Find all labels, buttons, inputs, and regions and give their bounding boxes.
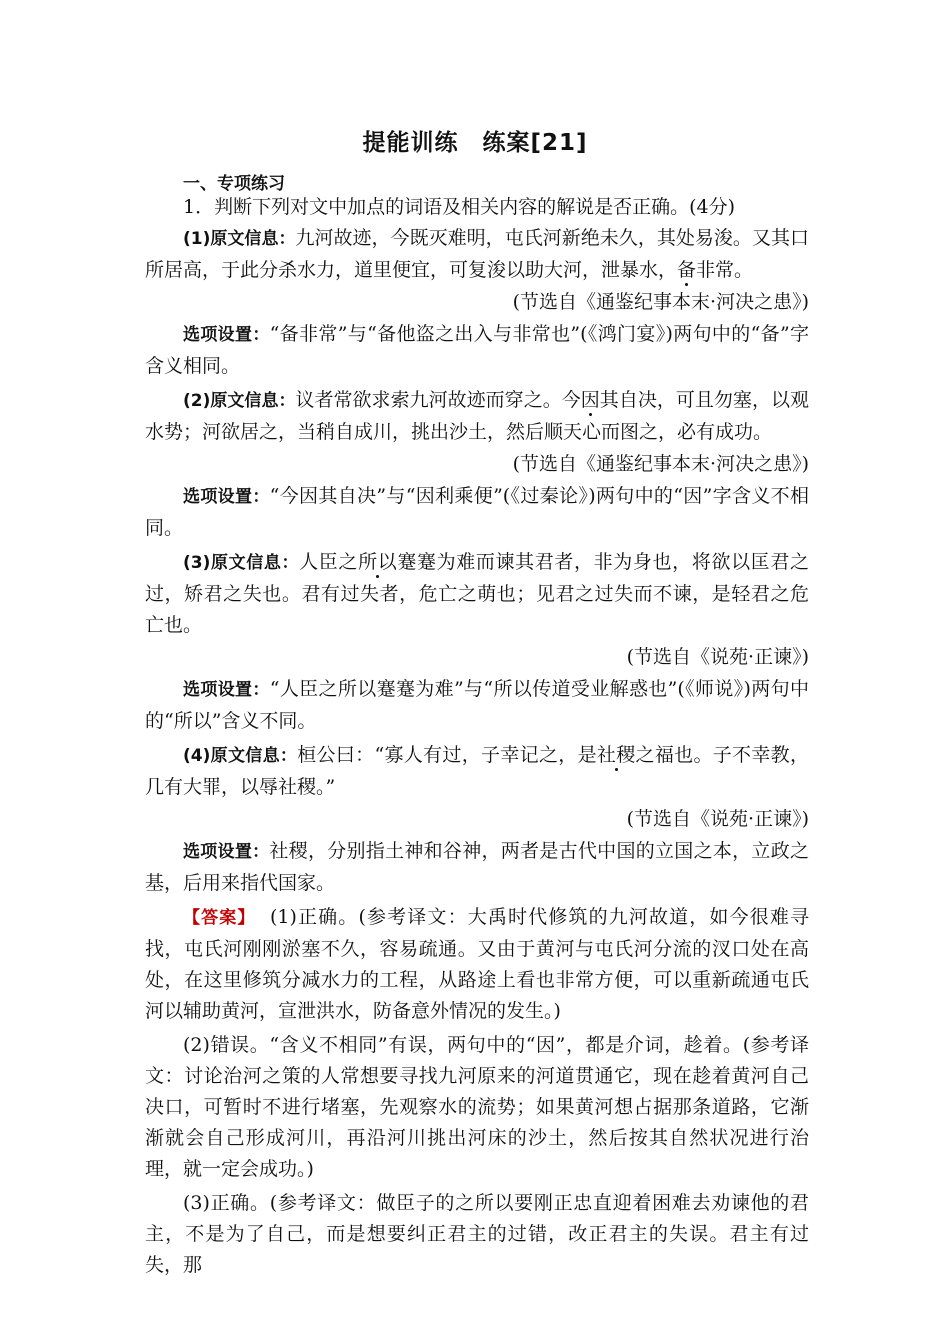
title-part2: 练案[21] — [482, 130, 588, 156]
answer-1: 【答案】 (1)正确。(参考译文：大禹时代修筑的九河故道，如今很难寻找，屯氏河刚刚淤塞不久，容易疏通。又由于黄河与屯氏河分流的汊口处在高处，在这里修筑分减水力的工程，从路途上看也非常方便，可以重新疏通屯氏河以辅助黄河，宣泄洪水，防备意外情况的发生。) — [145, 906, 810, 1022]
item-2-label: (2)原文信息： — [183, 391, 296, 411]
item-1-passage: (1)原文信息：九河故迹，今既灭难明，屯氏河新绝未久，其处易浚。又其口所居高，于此分杀水力，道里便宜，可复浚以助大河，泄暴水，备非常。 — [145, 227, 809, 281]
item-4-label: (4)原文信息： — [183, 746, 298, 766]
item-3-passage: (3)原文信息：人臣之所以蹇蹇为难而谏其君者，非为身也，将欲以匡君之过，矫君之失也。君有过失者，危亡之萌也；见君之过失而不谏，是轻君之危亡也。 — [145, 551, 809, 636]
title-part1: 提能训练 — [362, 130, 459, 156]
page-title — [0, 124, 950, 157]
item-1-label: (1)原文信息： — [183, 229, 296, 249]
item-2-passage: (2)原文信息：议者常欲求索九河故迹而穿之。今因其自决，可且勿塞，以观水势；河欲居之，当稍自成川，挑出沙土，然后顺天心而图之，必有成功。 — [145, 389, 809, 443]
document-body — [145, 192, 809, 1281]
dotted-word: 因 — [580, 389, 600, 411]
dotted-word: 所以 — [358, 551, 398, 573]
item-4-source: (节选自《说苑·正谏》) — [626, 808, 809, 830]
item-3-source: (节选自《说苑·正谏》) — [626, 646, 809, 668]
item-4-option: 选项设置：社稷，分别指土神和谷神，两者是古代中国的立国之本，立政之基，后用来指代国家。 — [145, 840, 809, 894]
answer-2: (2)错误。“含义不相同”有误，两句中的“因”，都是介词，趁着。(参考译文：讨论治河之策的人常想要寻找九河原来的河道贯通它，现在趁着黄河自己决口，可暂时不进行堵塞，先观察水的流势；如果黄河想占据那条道路，它渐渐就会自己形成河川，再沿河川挑出河床的沙土，然后按其自然状况进行治理，就一定会成功。) — [145, 1034, 809, 1180]
answer-3: (3)正确。(参考译文：做臣子的之所以要刚正忠直迎着困难去劝谏他的君主，不是为了自己，而是想要纠正君主的过错，改正君主的失误。君主有过失，那 — [145, 1192, 809, 1276]
dotted-word: 社稷 — [596, 744, 636, 766]
item-1-option: 选项设置：“备非常”与“备他盗之出入与非常也”(《鸿门宴》)两句中的“备”字含义相同。 — [145, 323, 810, 377]
item-3-option: 选项设置：“人臣之所以蹇蹇为难”与“所以传道受业解惑也”(《师说》)两句中的“所以”含义不同。 — [145, 678, 809, 732]
item-4-passage: (4)原文信息：桓公曰：“寡人有过，子幸记之，是社稷之福也。子不幸教，几有大罪，以辱社稷。” — [145, 744, 809, 798]
dotted-word: 备 — [677, 259, 697, 281]
item-2-option: 选项设置：“今因其自决”与“因利乘便”(《过秦论》)两句中的“因”字含义不相同。 — [145, 485, 810, 539]
item-1-source: (节选自《通鉴纪事本末·河决之患》) — [512, 291, 809, 313]
answer-tag: 【答案】 — [183, 908, 256, 928]
section-heading: 一、专项练习 — [183, 174, 285, 194]
item-3-label: (3)原文信息： — [183, 553, 300, 573]
item-2-source: (节选自《通鉴纪事本末·河决之患》) — [512, 453, 809, 475]
question-stem: 1．判断下列对文中加点的词语及相关内容的解说是否正确。(4分) — [183, 196, 736, 218]
